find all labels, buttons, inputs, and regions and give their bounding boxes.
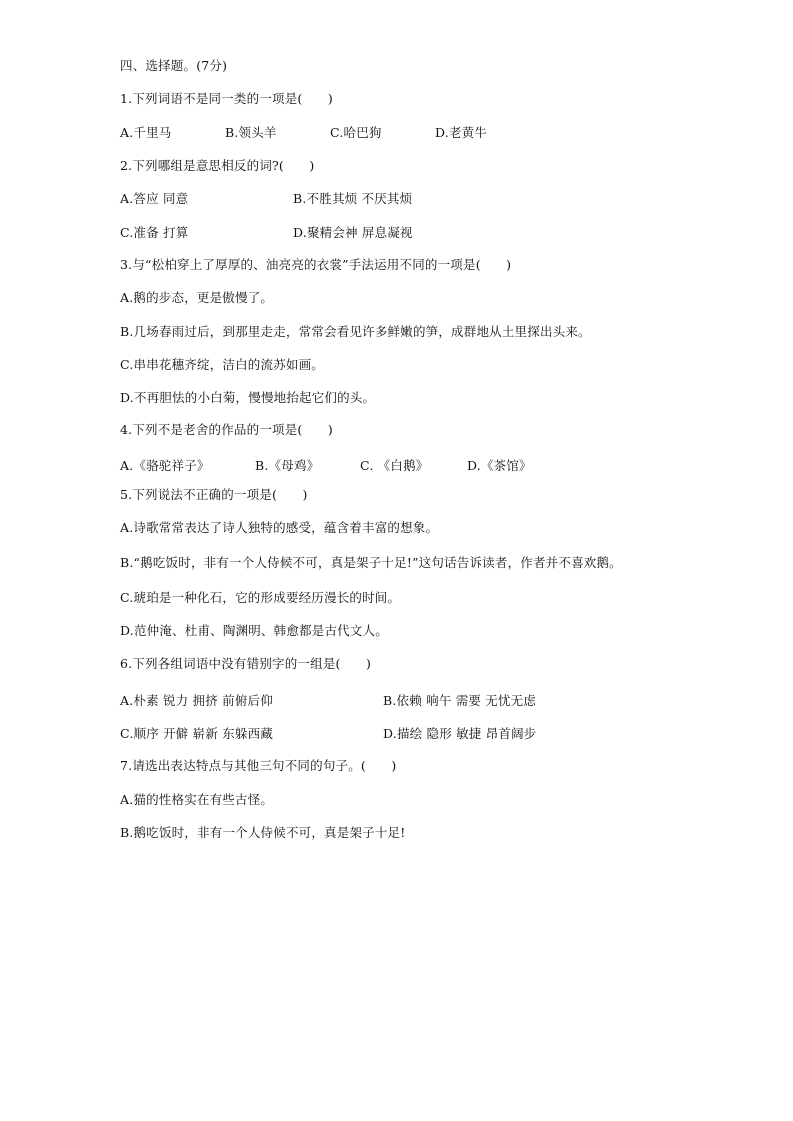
question-6-stem: 6.下列各组词语中没有错别字的一组是( ) bbox=[120, 656, 372, 671]
question-2-stem: 2.下列哪组是意思相反的词?( ) bbox=[120, 158, 315, 173]
section-title: 四、选择题。(7分) bbox=[120, 58, 228, 73]
question-1-option-a: A.千里马 bbox=[120, 125, 172, 140]
question-6-option-b: B.依赖 响午 需要 无忧无虑 bbox=[383, 693, 537, 708]
question-5-option-b: B.“鹅吃饭时，非有一个人侍候不可，真是架子十足!”这句话告诉读者，作者并不喜欢鹅。 bbox=[120, 555, 622, 570]
question-3-option-c: C.串串花穗齐绽，洁白的流苏如画。 bbox=[120, 357, 324, 372]
question-3-option-a: A.鹅的步态，更是傲慢了。 bbox=[120, 290, 274, 305]
question-5-option-c: C.琥珀是一种化石，它的形成要经历漫长的时间。 bbox=[120, 590, 401, 605]
question-5-stem: 5.下列说法不正确的一项是( ) bbox=[120, 487, 308, 502]
question-1-option-b: B.领头羊 bbox=[225, 125, 277, 140]
question-4-option-d: D.《茶馆》 bbox=[467, 458, 532, 473]
question-3-option-b: B.几场春雨过后，到那里走走，常常会看见许多鲜嫩的笋，成群地从土里探出头来。 bbox=[120, 324, 591, 339]
question-5-option-d: D.范仲淹、杜甫、陶渊明、韩愈都是古代文人。 bbox=[120, 623, 388, 638]
question-3-stem: 3.与“松柏穿上了厚厚的、油亮亮的衣裳”手法运用不同的一项是( ) bbox=[120, 257, 512, 272]
question-6-option-d: D.描绘 隐形 敏捷 昂首阔步 bbox=[383, 726, 537, 741]
question-2-option-d: D.聚精会神 屏息凝视 bbox=[293, 225, 413, 240]
question-7-option-b: B.鹅吃饭时，非有一个人侍候不可，真是架子十足! bbox=[120, 825, 406, 840]
question-7-stem: 7.请选出表达特点与其他三句不同的句子。( ) bbox=[120, 758, 397, 773]
question-6-option-a: A.朴素 锐力 拥挤 前俯后仰 bbox=[120, 693, 273, 708]
question-3-option-d: D.不再胆怯的小白菊，慢慢地抬起它们的头。 bbox=[120, 390, 376, 405]
question-2-option-a: A.答应 同意 bbox=[120, 191, 189, 206]
question-1-option-d: D.老黄牛 bbox=[435, 125, 488, 140]
question-5-option-a: A.诗歌常常表达了诗人独特的感受，蕴含着丰富的想象。 bbox=[120, 520, 439, 535]
question-2-option-c: C.准备 打算 bbox=[120, 225, 189, 240]
question-4-stem: 4.下列不是老舍的作品的一项是( ) bbox=[120, 422, 333, 437]
question-7-option-a: A.猫的性格实在有些古怪。 bbox=[120, 792, 274, 807]
question-1-stem: 1.下列词语不是同一类的一项是( ) bbox=[120, 91, 333, 106]
question-1-option-c: C.哈巴狗 bbox=[330, 125, 382, 140]
question-4-option-c: C. 《白鹅》 bbox=[360, 458, 429, 473]
question-2-option-b: B.不胜其烦 不厌其烦 bbox=[293, 191, 413, 206]
question-4-option-b: B.《母鸡》 bbox=[255, 458, 320, 473]
question-4-option-a: A.《骆驼祥子》 bbox=[120, 458, 210, 473]
question-6-option-c: C.顺序 开僻 崭新 东躲西藏 bbox=[120, 726, 274, 741]
